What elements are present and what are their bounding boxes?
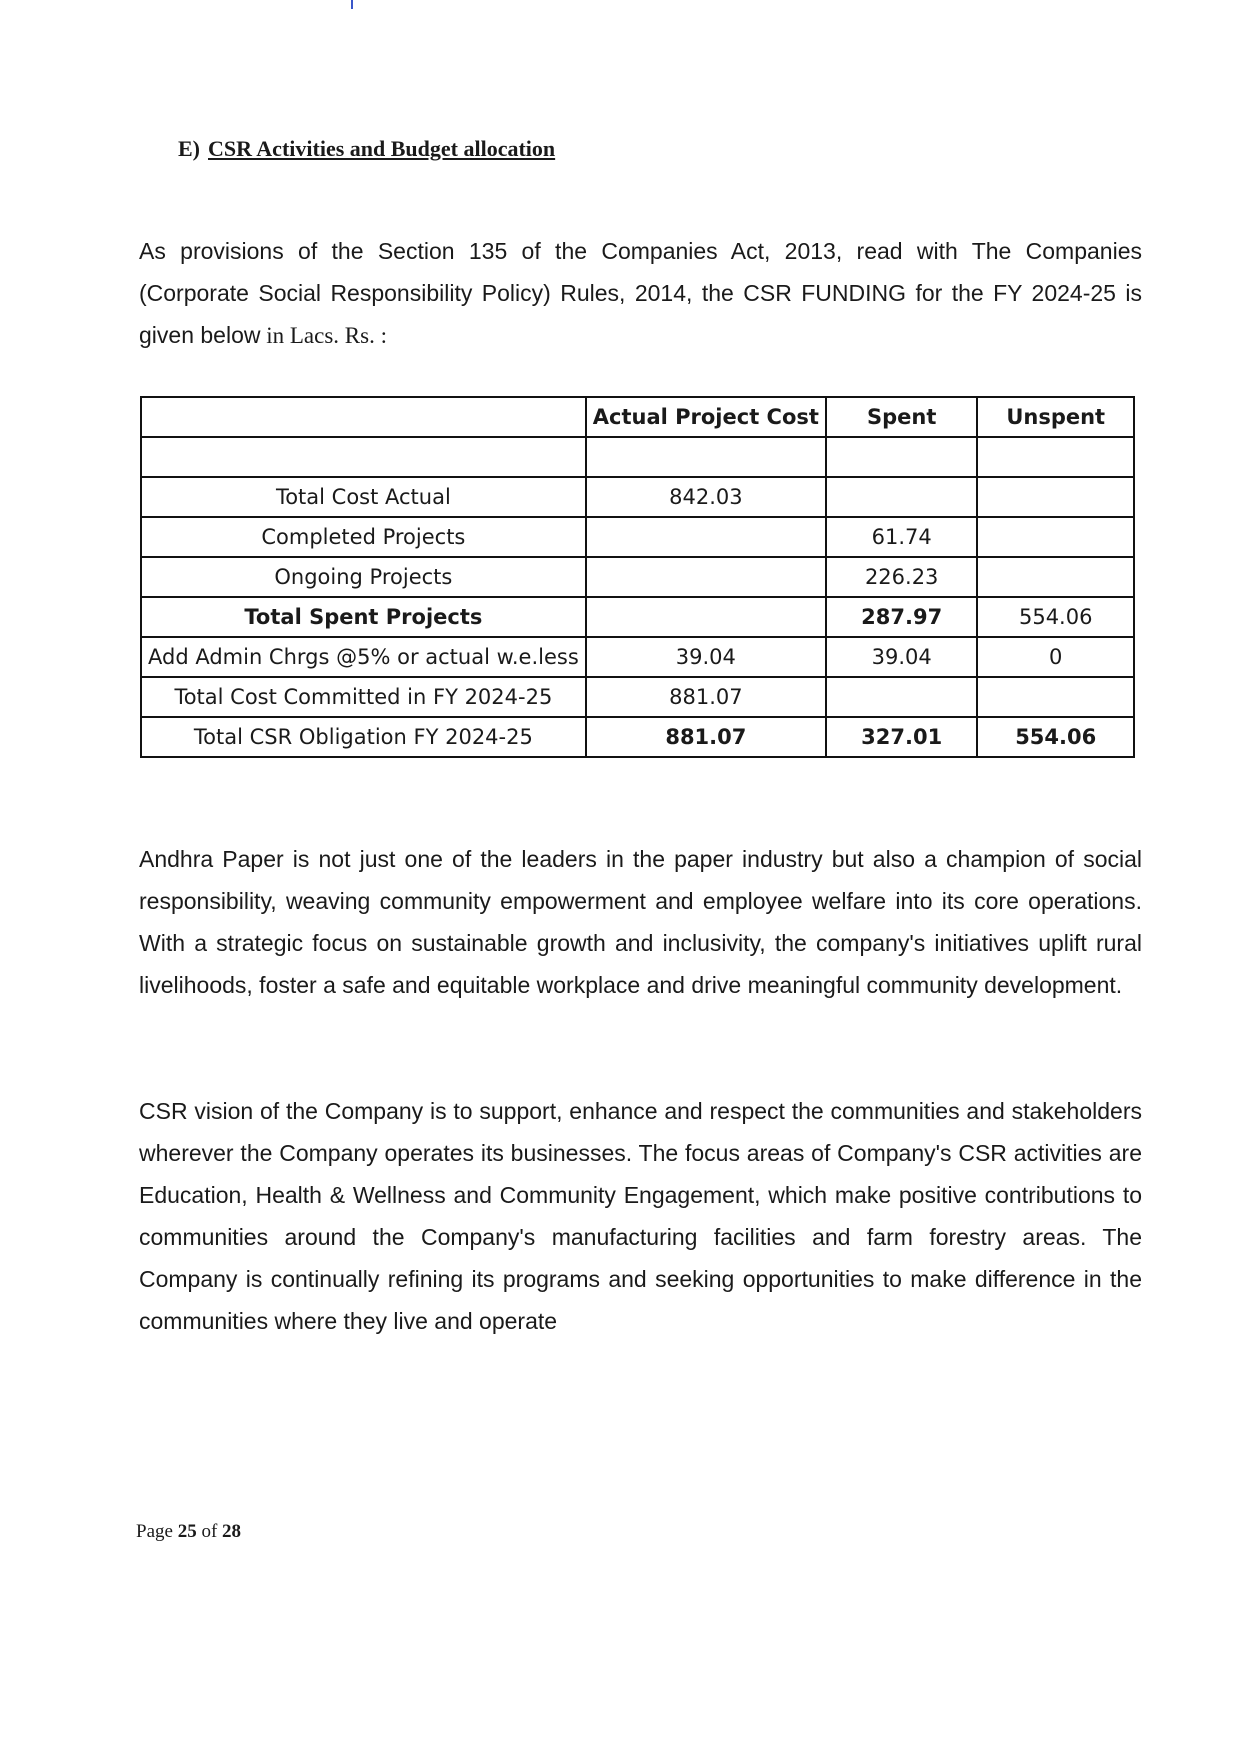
actual-cost-cell: 881.07 (586, 677, 826, 717)
spent-cell (826, 437, 978, 477)
unspent-cell (977, 557, 1134, 597)
table-row (141, 437, 1134, 477)
intro-unit: in Lacs. Rs. : (260, 323, 387, 348)
body-paragraph: CSR vision of the Company is to support, enhance and respect the communities and stakeholders wherever the Company operates its businesses. The focus areas of Company's CSR activities are Education, Health & Wellness and Community Engagement, which make positive contributions to communities around the Company's manufacturing facilities and farm forestry areas. The Company is continually refining its programs and seeking opportunities to make difference in the communities where they live and operate (139, 1098, 1142, 1334)
intro-paragraph (139, 230, 1142, 357)
unspent-cell (977, 517, 1134, 557)
row-label: Total CSR Obligation FY 2024-25 (141, 717, 586, 757)
page-of-label: of (196, 1521, 223, 1542)
actual-cost-cell: 842.03 (586, 477, 826, 517)
row-label: Total Spent Projects (141, 597, 586, 637)
section-heading (178, 136, 555, 162)
row-label (141, 437, 586, 477)
unspent-cell: 0 (977, 637, 1134, 677)
page-number (136, 1521, 241, 1543)
table-row (141, 557, 1134, 597)
spent-cell: 226.23 (826, 557, 978, 597)
spent-cell: 61.74 (826, 517, 978, 557)
spent-cell (826, 677, 978, 717)
actual-cost-cell (586, 437, 826, 477)
table-row (141, 677, 1134, 717)
table-row (141, 717, 1134, 757)
row-label: Total Cost Committed in FY 2024-25 (141, 677, 586, 717)
table-row (141, 517, 1134, 557)
actual-cost-cell: 881.07 (586, 717, 826, 757)
row-label: Ongoing Projects (141, 557, 586, 597)
table-row (141, 637, 1134, 677)
body-paragraph: Andhra Paper is not just one of the leaders in the paper industry but also a champion of social responsibility, weaving community empowerment and employee welfare into its core operations. With a strategic focus on sustainable growth and inclusivity, the company's initiatives uplift rural livelihoods, foster a safe and equitable workplace and drive meaningful community development. (139, 846, 1142, 998)
row-label: Add Admin Chrgs @5% or actual w.e.less (141, 637, 586, 677)
unspent-cell: 554.06 (977, 597, 1134, 637)
header-unspent: Unspent (977, 397, 1134, 437)
row-label: Completed Projects (141, 517, 586, 557)
page-mark (351, 0, 353, 9)
page-total: 28 (222, 1521, 242, 1542)
page-current: 25 (177, 1521, 197, 1542)
unspent-cell (977, 477, 1134, 517)
row-label: Total Cost Actual (141, 477, 586, 517)
section-title: CSR Activities and Budget allocation (208, 136, 556, 161)
actual-cost-cell (586, 597, 826, 637)
page-label: Page (136, 1521, 178, 1542)
spent-cell: 39.04 (826, 637, 978, 677)
header-spent: Spent (826, 397, 978, 437)
table-header-row (141, 397, 1134, 437)
actual-cost-cell (586, 557, 826, 597)
actual-cost-cell (586, 517, 826, 557)
spent-cell (826, 477, 978, 517)
unspent-cell (977, 437, 1134, 477)
table-row (141, 597, 1134, 637)
spent-cell: 287.97 (826, 597, 978, 637)
spent-cell: 327.01 (826, 717, 978, 757)
section-letter: E) (178, 136, 200, 161)
intro-text: As provisions of the Section 135 of the Companies Act, 2013, read with The Companies (Corporate Social Responsibility Policy) Rules, 2014, the CSR FUNDING for the FY 2024-25 is given below (139, 238, 1142, 348)
header-actual-project-cost: Actual Project Cost (586, 397, 826, 437)
unspent-cell (977, 677, 1134, 717)
csr-funding-table (140, 396, 1135, 758)
header-cell (141, 397, 586, 437)
table-row (141, 477, 1134, 517)
unspent-cell: 554.06 (977, 717, 1134, 757)
actual-cost-cell: 39.04 (586, 637, 826, 677)
